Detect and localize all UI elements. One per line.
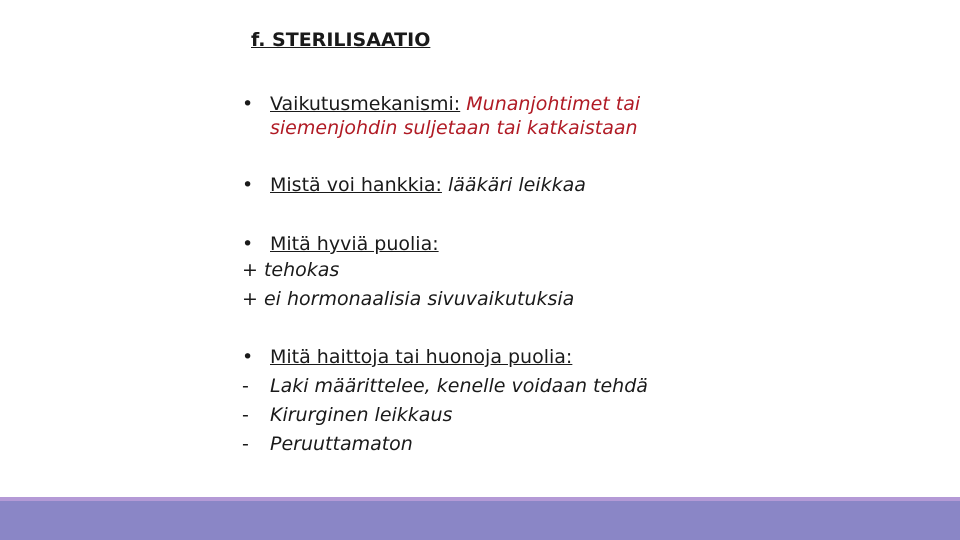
dash-marker: - [242,404,249,426]
pros-line: + tehokas [242,259,340,281]
bullet-icon: • [242,346,254,368]
cons-line: Peruuttamaton [270,433,413,455]
footer-bar [0,497,960,540]
dash-marker: - [242,375,249,397]
mechanism-text-line1: Munanjohtimet tai [466,93,641,115]
cons-label: Mitä haittoja tai huonoja puolia: [270,346,573,368]
where-text: lääkäri leikkaa [448,174,586,196]
bullet-icon: • [242,93,254,115]
mechanism-continuation [270,113,638,143]
pros-line: + ei hormonaalisia sivuvaikutuksia [242,288,575,310]
bullet-icon: • [242,233,254,255]
dash-marker: - [242,433,249,455]
pros-label: Mitä hyviä puolia: [270,233,439,255]
cons-line: Laki määrittelee, kenelle voidaan tehdä [270,375,648,397]
mechanism-label: Vaikutusmekanismi: [270,93,461,115]
slide-title: f. STERILISAATIO [251,29,431,51]
footer-strip [0,497,960,501]
cons-line: Kirurginen leikkaus [270,404,453,426]
mechanism-text-line2: siemenjohdin suljetaan tai katkaistaan [270,117,638,139]
bullet-icon: • [242,174,254,196]
where-label: Mistä voi hankkia: [270,174,442,196]
